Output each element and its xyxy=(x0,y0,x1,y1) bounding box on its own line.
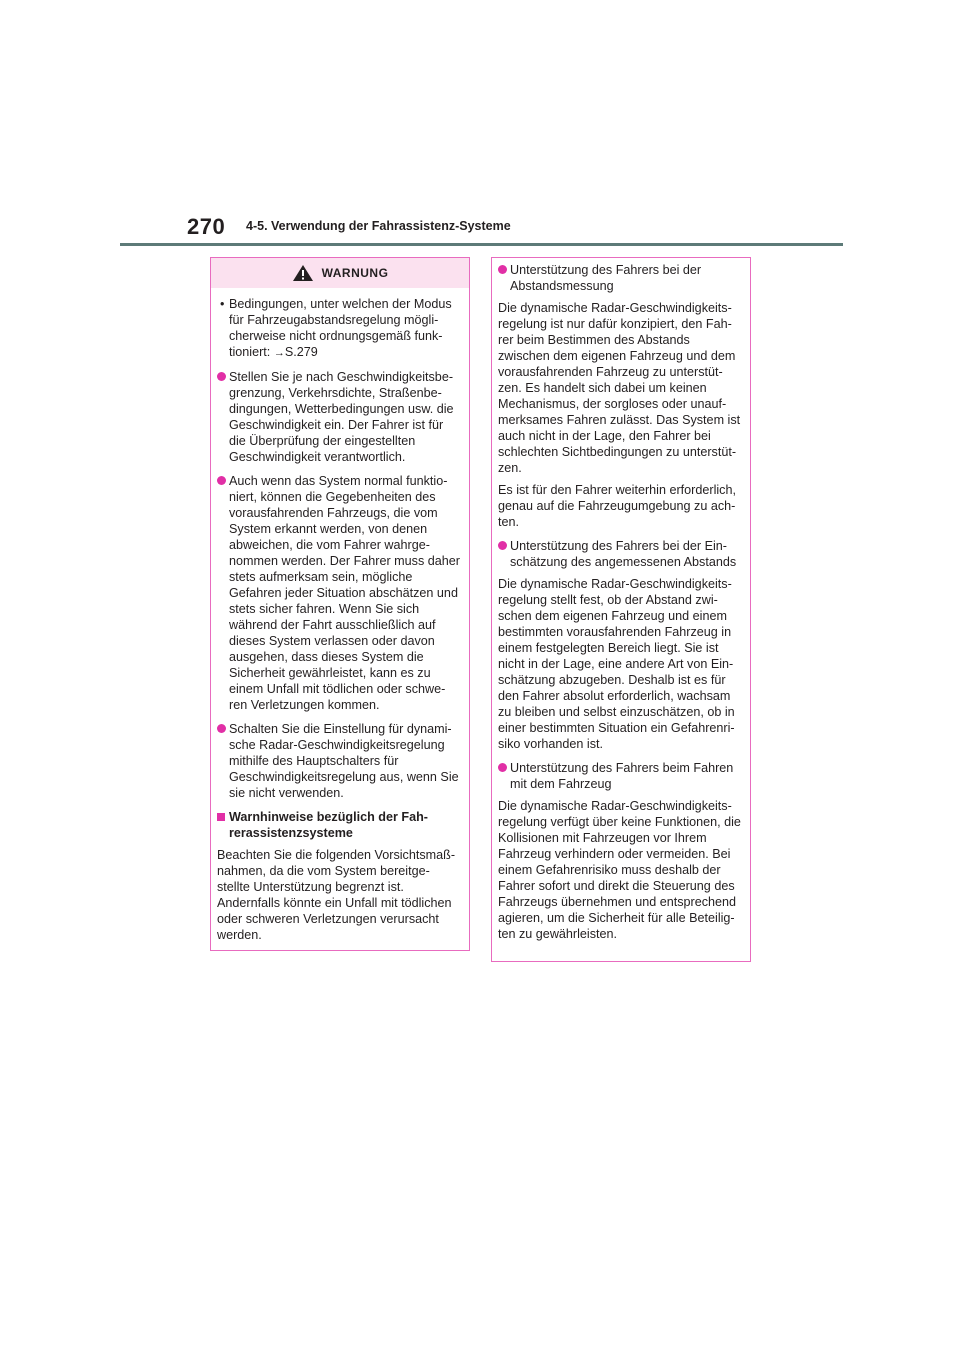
right-section-heading xyxy=(498,262,742,294)
page-reference-link[interactable]: S.279 xyxy=(284,345,318,359)
warning-subheading-text: Warnhinweise bezüglich der Fah-rerassistenzsysteme xyxy=(229,810,428,840)
right-paragraph: Es ist für den Fahrer weiterhin erforderlich, genau auf die Fahrzeugumgebung zu ach-ten. xyxy=(498,483,736,529)
warning-title: WARNUNG xyxy=(321,266,389,280)
warning-triangle-icon xyxy=(292,264,314,282)
warning-bullet-text: Stellen Sie je nach Geschwindigkeitsbe-grenzung, Verkehrsdichte, Straßenbe-dingungen, Wetterbedingungen usw. die Geschwindigkeit ein. Der Fahrer ist für die Überprüfung der eingestellten Geschwindigkeit verantwortlich. xyxy=(229,370,454,464)
right-paragraph: Die dynamische Radar-Geschwindigkeits-regelung stellt fest, ob der Abstand zwi-schen dem eigenen Fahrzeug und einem bestimmten vorausfahrenden Fahrzeug in einem festgelegten Bereich liegt. Sie ist nicht in der Lage, eine andere Art von Ein-schätzung abzugeben. Deshalb ist es für den Fahrer absolut erforderlich, wachsam zu bleiben und selbst einzuschätzen, ob in einer bestimmten Situation ein Gefahrenri-siko vorhanden ist. xyxy=(498,577,735,751)
warning-bullet-text: Schalten Sie die Einstellung für dynami-sche Radar-Geschwindigkeitsregelung mithilfe des Hauptschalters für Geschwindigkeitsregelung aus, wenn Sie sie nicht verwenden. xyxy=(229,722,459,800)
warning-dash-text: Bedingungen, unter welchen der Modus für Fahrzeugabstandsregelung mögli-cherweise nicht ordnungsgemäß funk-tioniert: xyxy=(229,297,452,359)
right-section-heading-text: Unterstützung des Fahrers bei der Ein-schätzung des angemessenen Abstands xyxy=(510,539,737,569)
warning-bullet xyxy=(217,369,461,465)
right-info-box xyxy=(491,257,751,962)
pink-bullet-icon xyxy=(217,372,226,381)
dash-bullet: • xyxy=(220,297,225,311)
warning-bullet-text: Auch wenn das System normal funktio-niert, können die Gegebenheiten des vorausfahrenden Fahrzeugs, die vom System erkannt werden, von denen abweichen, die vom Fahrer wahrge-nommen werden. Der Fahrer muss daher stets aufmerksam sein, mögliche Gefahren jeder Situation abschätzen und stets sicher fahren. Wenn Sie sich während der Fahrt ausschließlich auf dieses System verlassen oder davon ausgehen, dass dieses System die Sicherheit gewährleistet, kann es zu einem Unfall mit tödlichen oder schwe-ren Verletzungen kommen. xyxy=(229,474,460,712)
warning-closing-paragraph: Beachten Sie die folgenden Vorsichtsmaß-nahmen, da die vom System bereitge-stellte Unterstützung begrenzt ist. Andernfalls könnte ein Unfall mit tödlichen oder schweren Verletzungen verursacht werden. xyxy=(217,848,456,942)
pink-bullet-icon xyxy=(217,476,226,485)
warning-box xyxy=(210,257,470,951)
warning-header xyxy=(211,258,469,288)
right-paragraph: Die dynamische Radar-Geschwindigkeits-regelung ist nur dafür konzipiert, den Fah-rer beim Bestimmen des Abstands zwischen dem eigenen Fahrzeug und dem vorausfahrenden Fahrzeug zu unterstüt-zen. Es handelt sich dabei um keinen Mechanismus, der sorgloses oder unauf-merksames Fahren zulässt. Das System ist auch nicht in der Lage, den Fahrer bei schlechten Sichtbedingungen zu unterstüt-zen. xyxy=(498,301,741,475)
pink-square-icon xyxy=(217,813,225,821)
warning-bullet xyxy=(217,721,461,801)
pink-bullet-icon xyxy=(217,724,226,733)
section-title: 4-5. Verwendung der Fahrassistenz-Systeme xyxy=(246,219,511,233)
pink-bullet-icon xyxy=(498,541,507,550)
pink-bullet-icon xyxy=(498,265,507,274)
pink-bullet-icon xyxy=(498,763,507,772)
warning-dash-item xyxy=(217,296,461,361)
page-number: 270 xyxy=(187,214,226,239)
right-section-heading-text: Unterstützung des Fahrers beim Fahren mit dem Fahrzeug xyxy=(510,761,734,791)
warning-bullet xyxy=(217,473,461,713)
arrow-right-icon: → xyxy=(273,347,285,359)
warning-subheading xyxy=(217,809,461,841)
right-section-heading-text: Unterstützung des Fahrers bei der Abstandsmessung xyxy=(510,263,702,293)
right-section-heading xyxy=(498,760,742,792)
right-section-heading xyxy=(498,538,742,570)
header-rule xyxy=(120,243,843,246)
right-paragraph: Die dynamische Radar-Geschwindigkeits-regelung verfügt über keine Funktionen, die Kollisionen mit Fahrzeugen vor Ihrem Fahrzeug verhindern oder vermeiden. Bei einem Gefahrenrisiko muss deshalb der Fahrer sofort und direkt die Steuerung des Fahrzeugs übernehmen und entsprechend agieren, um die Sicherheit für alle Beteilig-ten zu gewährleisten. xyxy=(498,799,741,941)
